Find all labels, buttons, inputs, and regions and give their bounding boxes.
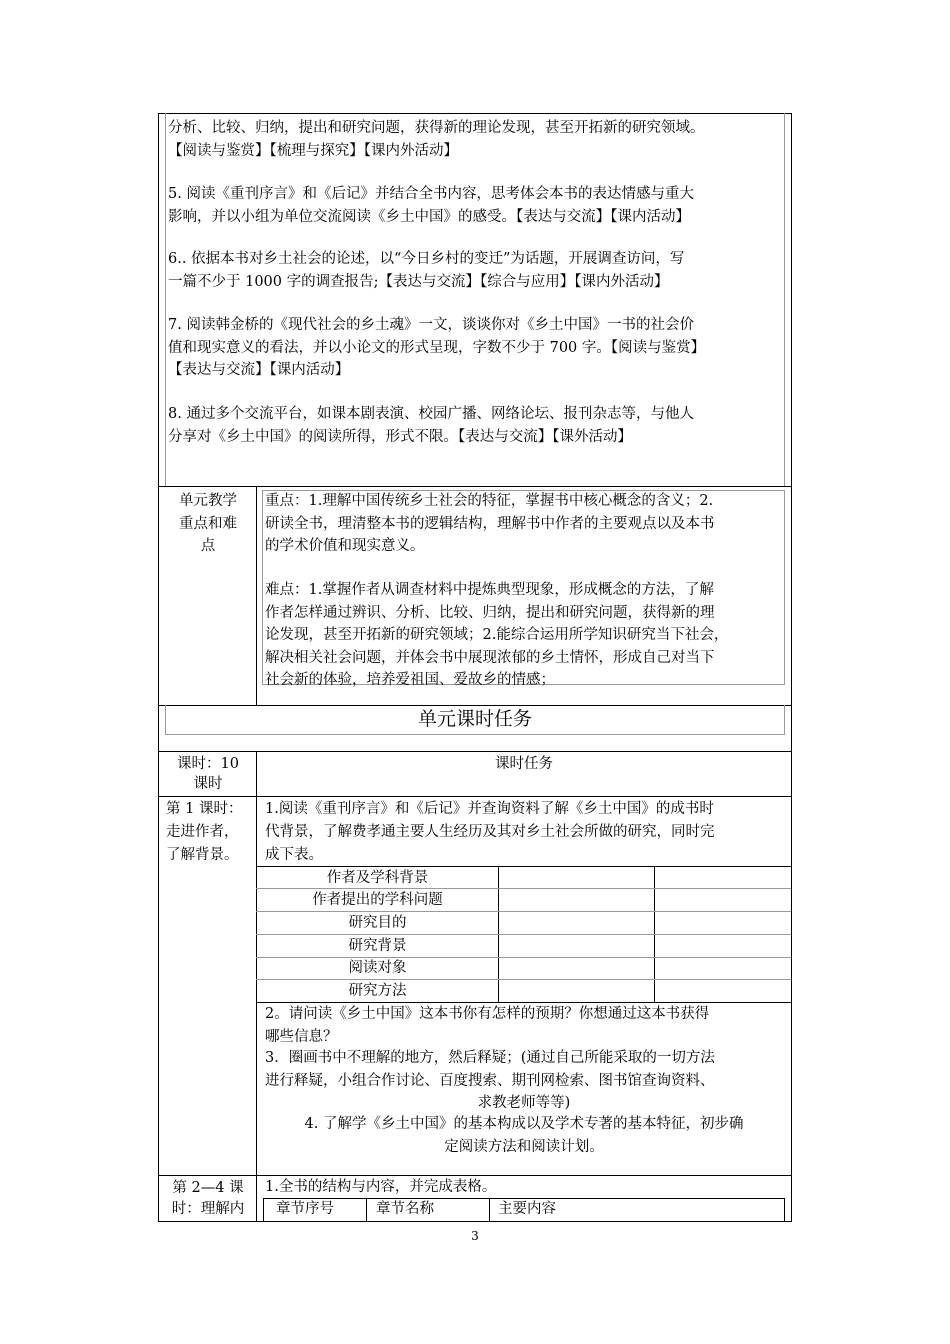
table-right-border — [791, 113, 792, 1222]
column-divider — [256, 486, 257, 705]
row-divider — [158, 751, 792, 752]
table-row-label: 研究目的 — [348, 915, 407, 931]
inner-frame — [784, 113, 785, 486]
inner-frame — [784, 490, 785, 685]
row-divider — [158, 796, 792, 797]
column-header: 章节名称 — [376, 1201, 434, 1217]
column-header: 主要内容 — [498, 1201, 556, 1217]
table-row-label: 作者提出的学科问题 — [312, 892, 443, 908]
lesson1-intro: 1.阅读《重刊序言》和《后记》并查询资料了解《乡土中国》的成书时 代背景，了解费孝通主要人生经历及其对乡土社会所做的研究，同时完 成下表。 — [265, 801, 715, 863]
lesson2-intro: 1.全书的结构与内容，并完成表格。 — [265, 1179, 497, 1195]
activity-paragraph: 7. 阅读韩金桥的《现代社会的乡土魂》一文，谈谈你对《乡土中国》一书的社会价 值和现实意义的看法，并以小论文的形式呈现，字数不少于 700 字。【阅读与鉴赏】 【表达与交流】【课内活动】 — [168, 317, 706, 378]
tasks-header: 课时任务 — [495, 756, 553, 772]
table-top-border — [158, 113, 792, 114]
table-row-label: 作者及学科背景 — [326, 870, 429, 886]
table-bottom-border — [158, 1221, 792, 1222]
key-points: 重点：1.理解中国传统乡土社会的特征，掌握书中核心概念的含义；2. 研读全书，理清整本书的逻辑结构，理解书中作者的主要观点以及本书 的学术价值和现实意义。 — [265, 493, 715, 554]
lesson1-item4: 4. 了解学《乡土中国》的基本构成以及学术专著的基本特征，初步确 定阅读方法和阅读计划。 — [304, 1116, 744, 1155]
grid-line — [366, 1198, 367, 1221]
activity-paragraph: 分析、比较、归纳，提出和研究问题，获得新的理论发现，甚至开拓新的研究领域。 【阅读与鉴赏】【梳理与探究】【课内外活动】 — [168, 120, 705, 159]
lesson1-item3: 3．圈画书中不理解的地方，然后释疑；(通过自己所能采取的一切方法 进行释疑，小组合作讨论、百度搜索、期刊网检索、图书馆查询资料、 求教老师等等) — [265, 1050, 715, 1111]
row-divider — [158, 1175, 792, 1176]
table-left-border — [158, 113, 159, 1222]
inner-frame — [262, 490, 263, 685]
table-row-label: 研究方法 — [348, 983, 407, 999]
grid-line — [784, 1198, 785, 1221]
inner-frame — [165, 734, 785, 735]
table-row-label: 研究背景 — [348, 938, 407, 954]
inner-frame — [165, 113, 166, 486]
hours-header: 课时：10 课时 — [177, 756, 239, 792]
difficulties: 难点：1.掌握作者从调查材料中提炼典型现象，形成概念的方法，了解 作者怎样通过辨识、分析、比较、归纳，提出和研究问题，获得新的理 论发现，甚至开拓新的研究领域；2.能综合运用所学知识研究当下社会， 解决相关社会问题，并体会书中展现浓郁的乡土情怀，形成自己对当下 社会新的体验，培养爱祖国、爱故乡的情感； — [265, 582, 729, 688]
lesson2-label: 第 2—4 课 时：理解内 — [171, 1180, 245, 1217]
activity-paragraph: 8. 通过多个交流平台，如课本剧表演、校园广播、网络论坛、报刊杂志等，与他人 分享对《乡土中国》的阅读所得，形式不限。【表达与交流】【课外活动】 — [168, 406, 694, 445]
grid-line — [489, 1198, 490, 1221]
lesson1-label: 第 1 课时： 走进作者， 了解背景。 — [166, 801, 243, 863]
lesson1-item2: 2。请问读《乡土中国》这本书你有怎样的预期？你想通过这本书获得 哪些信息？ — [265, 1006, 710, 1045]
activity-paragraph: 6.. 依据本书对乡土社会的论述，以“今日乡村的变迁”为话题，开展调查访问，写 一篇不少于 1000 字的调查报告;【表达与交流】【综合与应用】【课内外活动】 — [168, 251, 685, 290]
table-row-label: 阅读对象 — [348, 960, 407, 976]
grid-line — [263, 1198, 264, 1221]
page-number: 3 — [471, 1229, 479, 1243]
section-title: 单元课时任务 — [417, 708, 532, 730]
row-divider — [158, 486, 792, 487]
focus-label: 单元教学 重点和难 点 — [179, 493, 237, 554]
column-header: 章节序号 — [276, 1201, 334, 1217]
activity-paragraph: 5. 阅读《重刊序言》和《后记》并结合全书内容，思考体会本书的表达情感与重大 影响，并以小组为单位交流阅读《乡土中国》的感受。【表达与交流】【课内活动】 — [168, 186, 694, 225]
